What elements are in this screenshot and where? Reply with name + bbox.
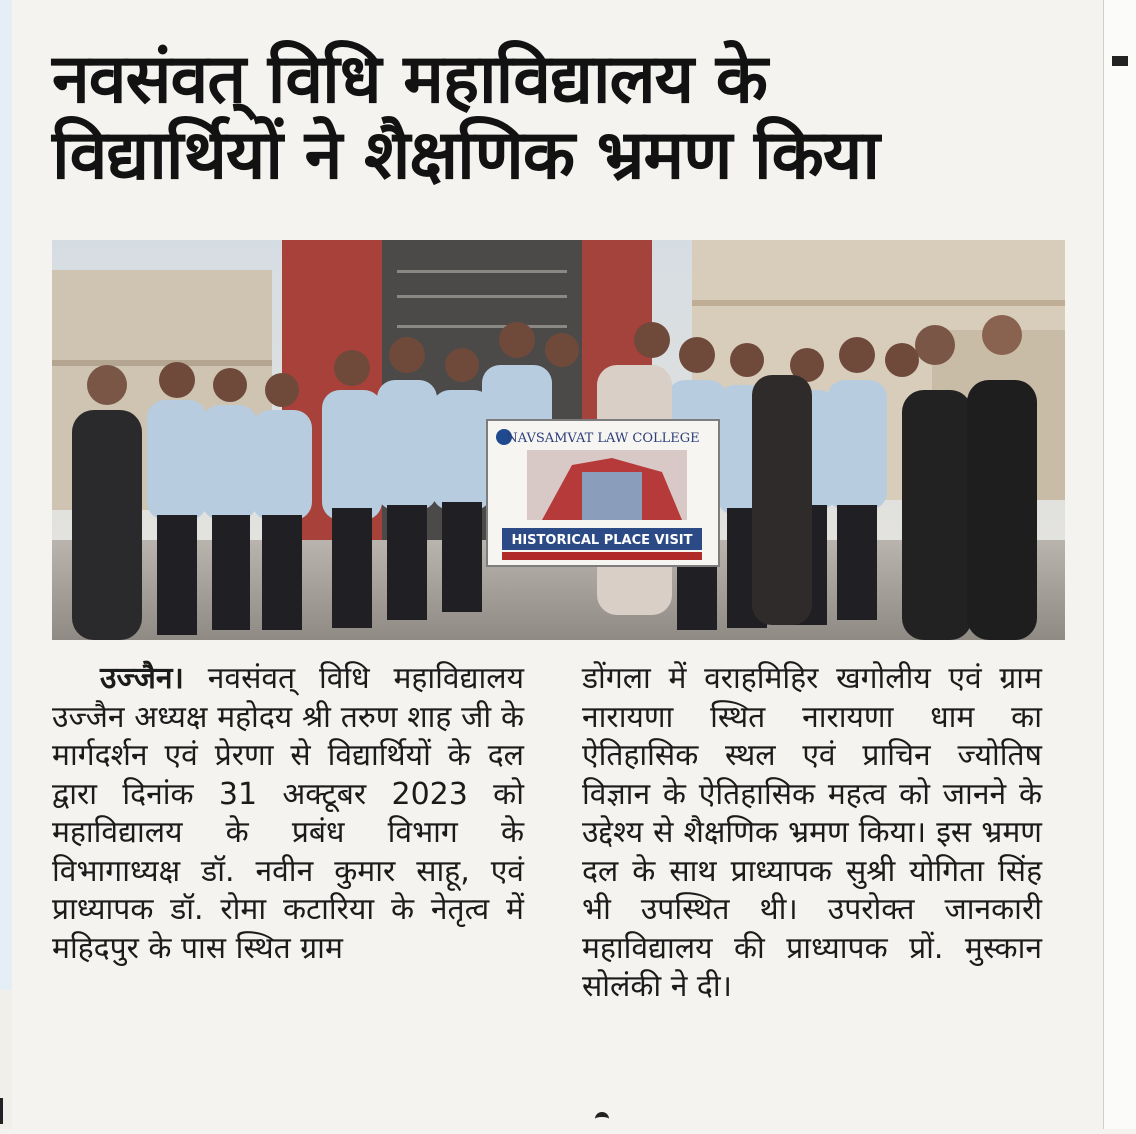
next-article-fragment (595, 1112, 609, 1134)
news-article (22, 0, 1092, 1129)
dateline: उज्जैन। (100, 661, 184, 696)
group-photo-illustration (52, 240, 1065, 640)
headline (52, 42, 1092, 194)
article-column-1 (52, 660, 524, 968)
article-column-2 (582, 660, 1042, 1007)
banner-subtitle: HISTORICAL PLACE VISIT (511, 533, 693, 548)
group-photo (52, 240, 1065, 640)
adjacent-page-edge (1103, 0, 1136, 1129)
headline-line-1: नवसंवत् विधि महाविद्यालय के (52, 40, 767, 119)
text-fragment-left (0, 1098, 11, 1124)
column-2-text: डोंगला में वराहमिहिर खगोलीय एवं ग्राम नारायणा स्थित नारायणा धाम का ऐतिहासिक स्थल एवं प्राचिन ज्योतिष विज्ञान के ऐतिहासिक महत्व को जानने के उद्देश्य से शैक्षणिक भ्रमण किया। इस भ्रमण दल के साथ प्राध्यापक सुश्री योगिता सिंह भी उपस्थित थी। उपरोक्त जानकारी महाविद्यालय की प्राध्यापक प्रों. मुस्कान सोलंकी ने दी। (582, 661, 1042, 1004)
banner-title: NAVSAMVAT LAW COLLEGE (506, 431, 700, 446)
edge-mark (1112, 56, 1128, 66)
adjacent-column-strip (0, 0, 12, 990)
paragraph-1 (52, 660, 524, 968)
column-1-text: नवसंवत् विधि महाविद्यालय उज्जैन अध्यक्ष महोदय श्री तरुण शाह जी के मार्गदर्शन एवं प्रेरणा से विद्यार्थियों के दल द्वारा दिनांक 31 अक्टूबर 2023 को महाविद्यालय के प्रबंध विभाग के विभागाध्यक्ष डॉ. नवीन कुमार साहू, एवं प्राध्यापक डॉ. रोमा कटारिया के नेतृत्व में महिदपुर के पास स्थित ग्राम (52, 661, 524, 966)
college-banner (487, 420, 719, 566)
headline-line-2: विद्यार्थियों ने शैक्षणिक भ्रमण किया (52, 116, 879, 195)
article-body (52, 660, 1072, 1080)
